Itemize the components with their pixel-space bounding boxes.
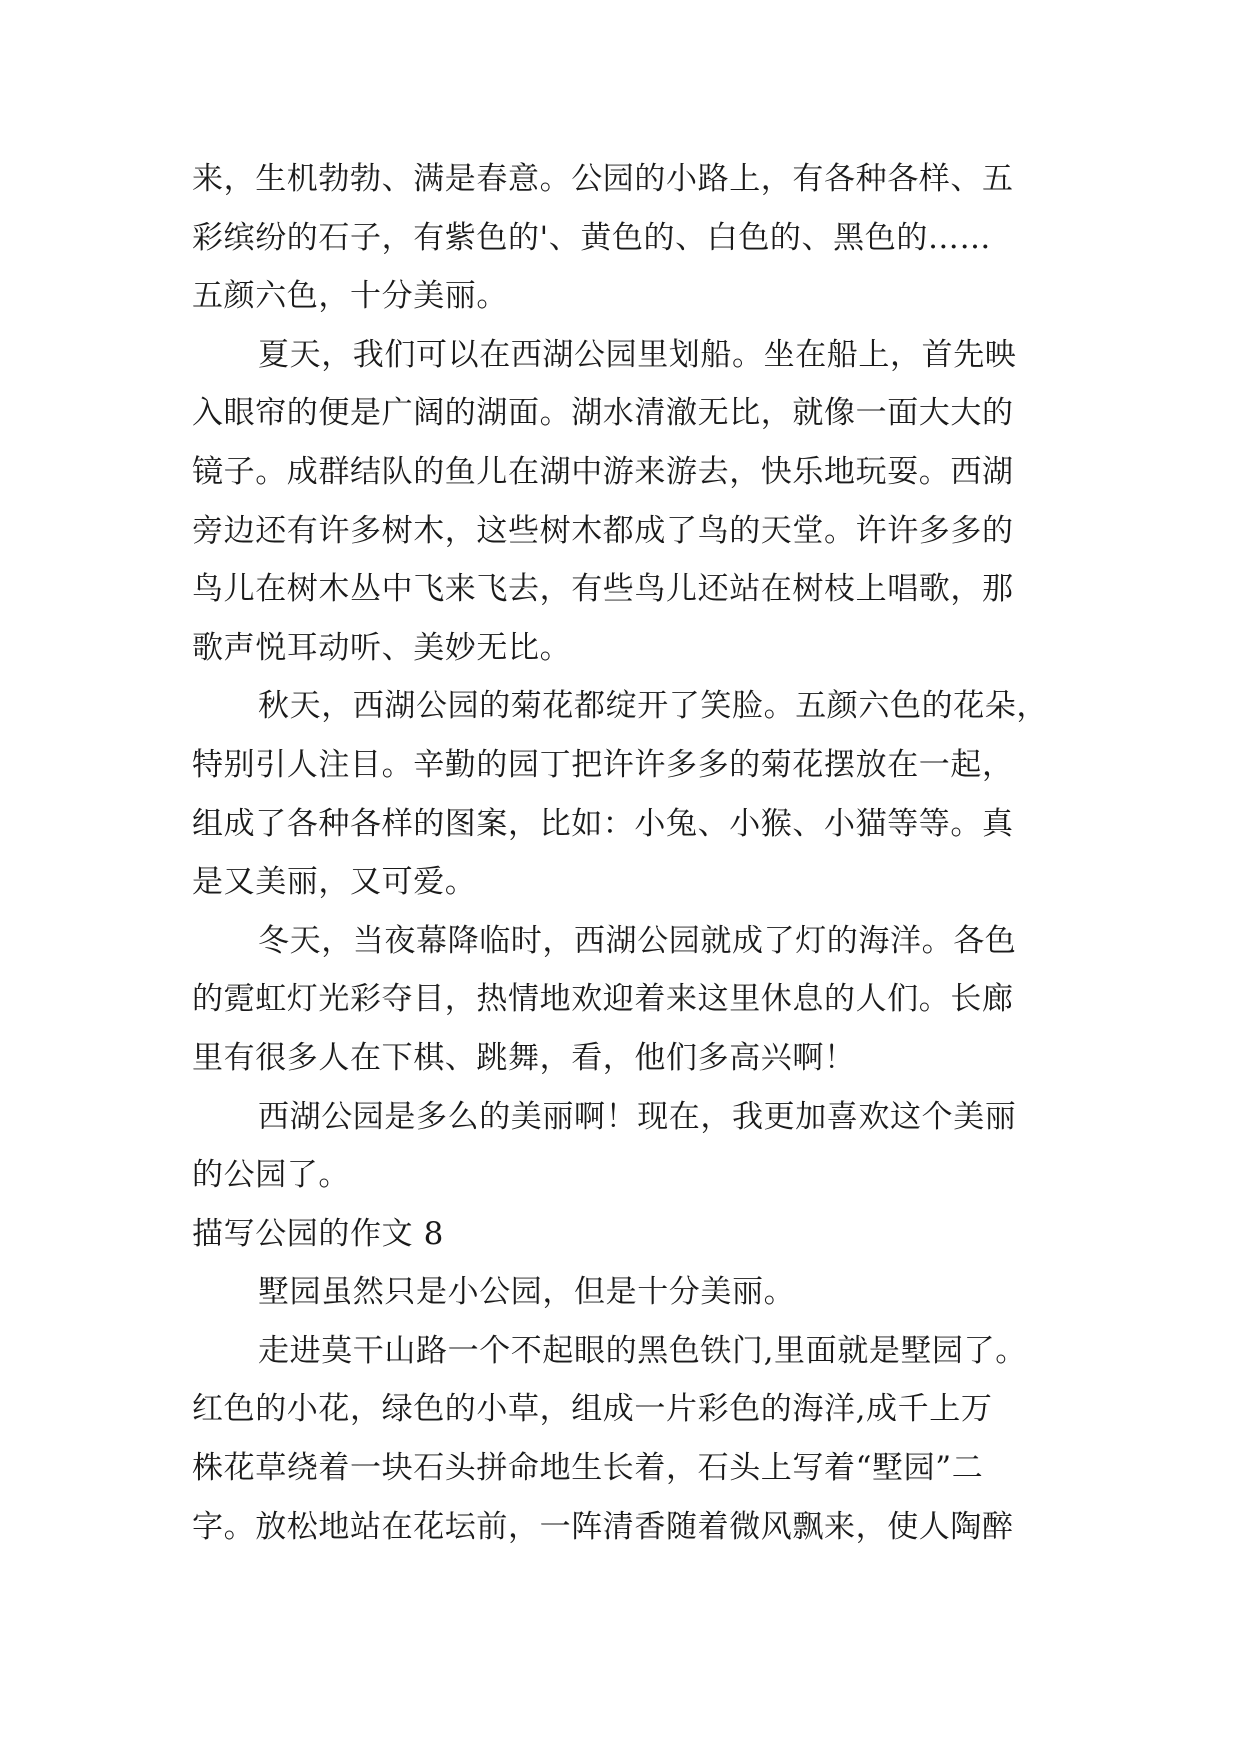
text-line: 的公园了。 [192, 1157, 350, 1194]
text-line: 彩缤纷的石子，有紫色的'、黄色的、白色的、黑色的…… [192, 219, 992, 256]
text-line: 组成了各种各样的图案，比如：小兔、小猴、小猫等等。真 [192, 805, 1014, 842]
text-line: 来，生机勃勃、满是春意。公园的小路上，有各种各样、五 [192, 161, 1014, 197]
text-line: 红色的小花，绿色的小草，组成一片彩色的海洋,成千上万 [192, 1391, 993, 1428]
essay-text [192, 150, 1072, 1556]
paragraph-first-line: 秋天，西湖公园的菊花都绽开了笑脸。五颜六色的花朵， [258, 688, 1048, 725]
paragraph-first-line: 走进莫干山路一个不起眼的黑色铁门,里面就是墅园了。 [258, 1332, 1027, 1369]
paragraph-first-line: 西湖公园是多么的美丽啊！现在，我更加喜欢这个美丽 [258, 1098, 1017, 1135]
paragraph-first-line: 夏天，我们可以在西湖公园里划船。坐在船上，首先映 [258, 336, 1017, 373]
text-line: 的霓虹灯光彩夺目，热情地欢迎着来这里休息的人们。长廊 [192, 981, 1014, 1018]
text-line: 字。放松地站在花坛前，一阵清香随着微风飘来，使人陶醉 [192, 1508, 1014, 1545]
text-line: 歌声悦耳动听、美妙无比。 [192, 629, 572, 666]
text-line: 鸟儿在树木丛中飞来飞去，有些鸟儿还站在树枝上唱歌，那 [192, 571, 1014, 608]
section-heading: 描写公园的作文 8 [192, 1215, 444, 1252]
text-line: 旁边还有许多树木，这些树木都成了鸟的天堂。许许多多的 [192, 512, 1014, 549]
text-line: 株花草绕着一块石头拼命地生长着，石头上写着“墅园”二 [192, 1450, 984, 1487]
text-line: 特别引人注目。辛勤的园丁把许许多多的菊花摆放在一起， [192, 746, 1014, 783]
text-line: 入眼帘的便是广阔的湖面。湖水清澈无比，就像一面大大的 [192, 395, 1014, 432]
paragraph-first-line: 冬天，当夜幕降临时，西湖公园就成了灯的海洋。各色 [258, 922, 1017, 959]
text-line: 是又美丽，又可爱。 [192, 864, 477, 901]
paragraph-first-line: 墅园虽然只是小公园，但是十分美丽。 [258, 1274, 796, 1311]
text-line: 镜子。成群结队的鱼儿在湖中游来游去，快乐地玩耍。西湖 [192, 453, 1014, 490]
text-line: 里有很多人在下棋、跳舞，看，他们多高兴啊！ [192, 1039, 856, 1076]
text-line: 五颜六色，十分美丽。 [192, 278, 508, 315]
